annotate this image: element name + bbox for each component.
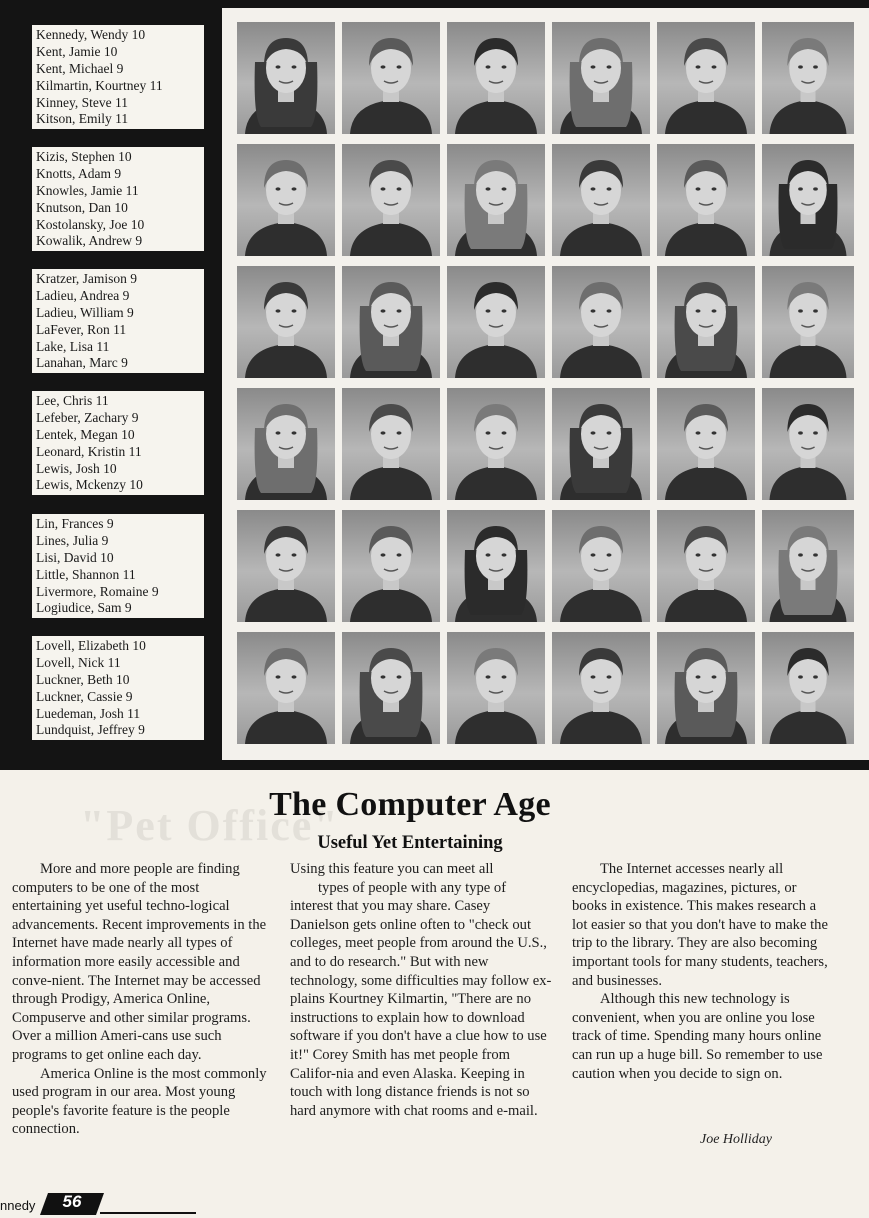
student-name: Lovell, Nick 11 [36,654,121,670]
student-portrait [342,632,440,744]
student-name: Kratzer, Jamison 9 [36,271,138,286]
student-portrait [657,144,755,256]
student-portrait [657,266,755,378]
article-column-2 [290,860,552,1120]
student-portrait [342,144,440,256]
student-portrait [552,266,650,378]
student-name: Lovell, Elizabeth 10 [36,638,146,653]
student-name: Ladieu, William 9 [36,304,134,320]
student-portrait [657,388,755,500]
name-list-4 [32,391,204,495]
page-number: 56 [62,1192,82,1211]
student-portrait [237,510,335,622]
student-name: Kowalik, Andrew 9 [36,233,143,249]
footer-rule [100,1212,196,1214]
paragraph: types of people with any type of interest that you may share. Casey Danielson gets online often to "check out colleges, meet people from around the U.S., and to do research." But with new technology, some difficulties may follow ex-plains Kourtney Kilmartin, "There are no instructions to explain how to download software if you don't have a clue how to use it!" Corey Smith has met people from Califor-nia and even Alaska. Keeping in touch with long distance friends is not so hard anymore with chat rooms and e-mail. [290,879,552,1119]
student-portrait [552,632,650,744]
student-name: Knotts, Adam 9 [36,165,122,181]
student-name: Livermore, Romaine 9 [36,583,159,599]
paragraph: More and more people are finding computers to be one of the most entertaining yet useful techno-logical advancements. Recent improvements in the Internet have made nearly all types of information more easily accessible and conve-nient. The Internet may be accessed through Prodigy, America Online, Compuserve and other similar programs. Over a million Ameri-cans use such programs to get online each day. [12,861,267,1063]
running-head: nnedy [0,1198,36,1213]
student-name: Lewis, Mckenzy 10 [36,477,143,493]
paragraph: Although this new technology is convenient, when you are online you lose track of time. Spending many hours online can run up a huge bill. So remember to use caution when you decide to sign on. [572,991,823,1082]
student-portrait [342,22,440,134]
student-portrait [552,22,650,134]
student-portrait [762,144,854,256]
student-portrait [552,510,650,622]
student-portrait [447,266,545,378]
name-list-3 [32,269,204,373]
student-portrait [447,388,545,500]
student-portrait [447,144,545,256]
student-name: Kilmartin, Kourtney 11 [36,77,163,93]
student-name: Luckner, Beth 10 [36,671,130,687]
student-name: Kitson, Emily 11 [36,111,129,127]
student-name: Lanahan, Marc 9 [36,355,128,371]
student-portrait [237,22,335,134]
article-title: The Computer Age [269,786,551,823]
student-name: LaFever, Ron 11 [36,321,127,337]
name-list-6 [32,636,204,740]
name-list-1 [32,25,204,129]
student-name: Lefeber, Zachary 9 [36,409,139,425]
student-name: Kent, Jamie 10 [36,43,118,59]
student-portrait [657,632,755,744]
student-portrait [552,388,650,500]
student-name: Kostolansky, Joe 10 [36,216,145,232]
student-name: Luedeman, Josh 11 [36,705,141,721]
student-name: Knowles, Jamie 11 [36,182,139,198]
student-name: Kennedy, Wendy 10 [36,27,146,42]
student-name: Lisi, David 10 [36,549,114,565]
byline: Joe Holliday [700,1132,772,1147]
student-name: Little, Shannon 11 [36,566,136,582]
background-watermark: "Pet Office" [80,801,340,850]
student-name: Ladieu, Andrea 9 [36,287,130,303]
student-name: Lee, Chris 11 [36,393,109,408]
name-list-5 [32,514,204,618]
student-name: Lundquist, Jeffrey 9 [36,722,145,738]
paragraph: America Online is the most commonly used program in our area. Most young people's favorite feature is the people connection. [12,1065,267,1138]
student-portrait [552,144,650,256]
name-list-2 [32,147,204,251]
paragraph: Using this feature you can meet all [290,861,494,877]
student-name: Lake, Lisa 11 [36,338,110,354]
student-portrait [762,510,854,622]
student-portrait [762,266,854,378]
student-name: Kinney, Steve 11 [36,94,128,110]
student-portrait [447,22,545,134]
student-portrait [342,510,440,622]
student-name: Lin, Frances 9 [36,516,114,531]
student-name: Leonard, Kristin 11 [36,443,142,459]
student-portrait [657,510,755,622]
student-name: Lewis, Josh 10 [36,460,117,476]
student-name: Knutson, Dan 10 [36,199,128,215]
student-portrait [237,144,335,256]
student-name: Luckner, Cassie 9 [36,688,133,704]
student-portrait [237,266,335,378]
student-portrait [657,22,755,134]
paragraph: The Internet accesses nearly all encyclopedias, magazines, pictures, or books in existence. This makes research a lot easier so that you don't have to make the trip to the library. They are also becoming important tools for many students, teachers, and businesses. [572,861,828,989]
student-portrait [342,388,440,500]
article-column-1 [12,860,268,1139]
student-portrait [762,388,854,500]
student-portrait [762,632,854,744]
student-name: Lines, Julia 9 [36,532,109,548]
student-portrait [237,388,335,500]
student-name: Kent, Michael 9 [36,60,124,76]
student-portrait [342,266,440,378]
student-portrait [237,632,335,744]
student-name: Kizis, Stephen 10 [36,149,132,164]
student-portrait [447,510,545,622]
student-name: Logiudice, Sam 9 [36,600,132,616]
student-portrait [447,632,545,744]
student-name: Lentek, Megan 10 [36,426,135,442]
article-column-3 [572,860,834,1083]
article-subtitle: Useful Yet Entertaining [317,833,503,853]
student-portrait [762,22,854,134]
